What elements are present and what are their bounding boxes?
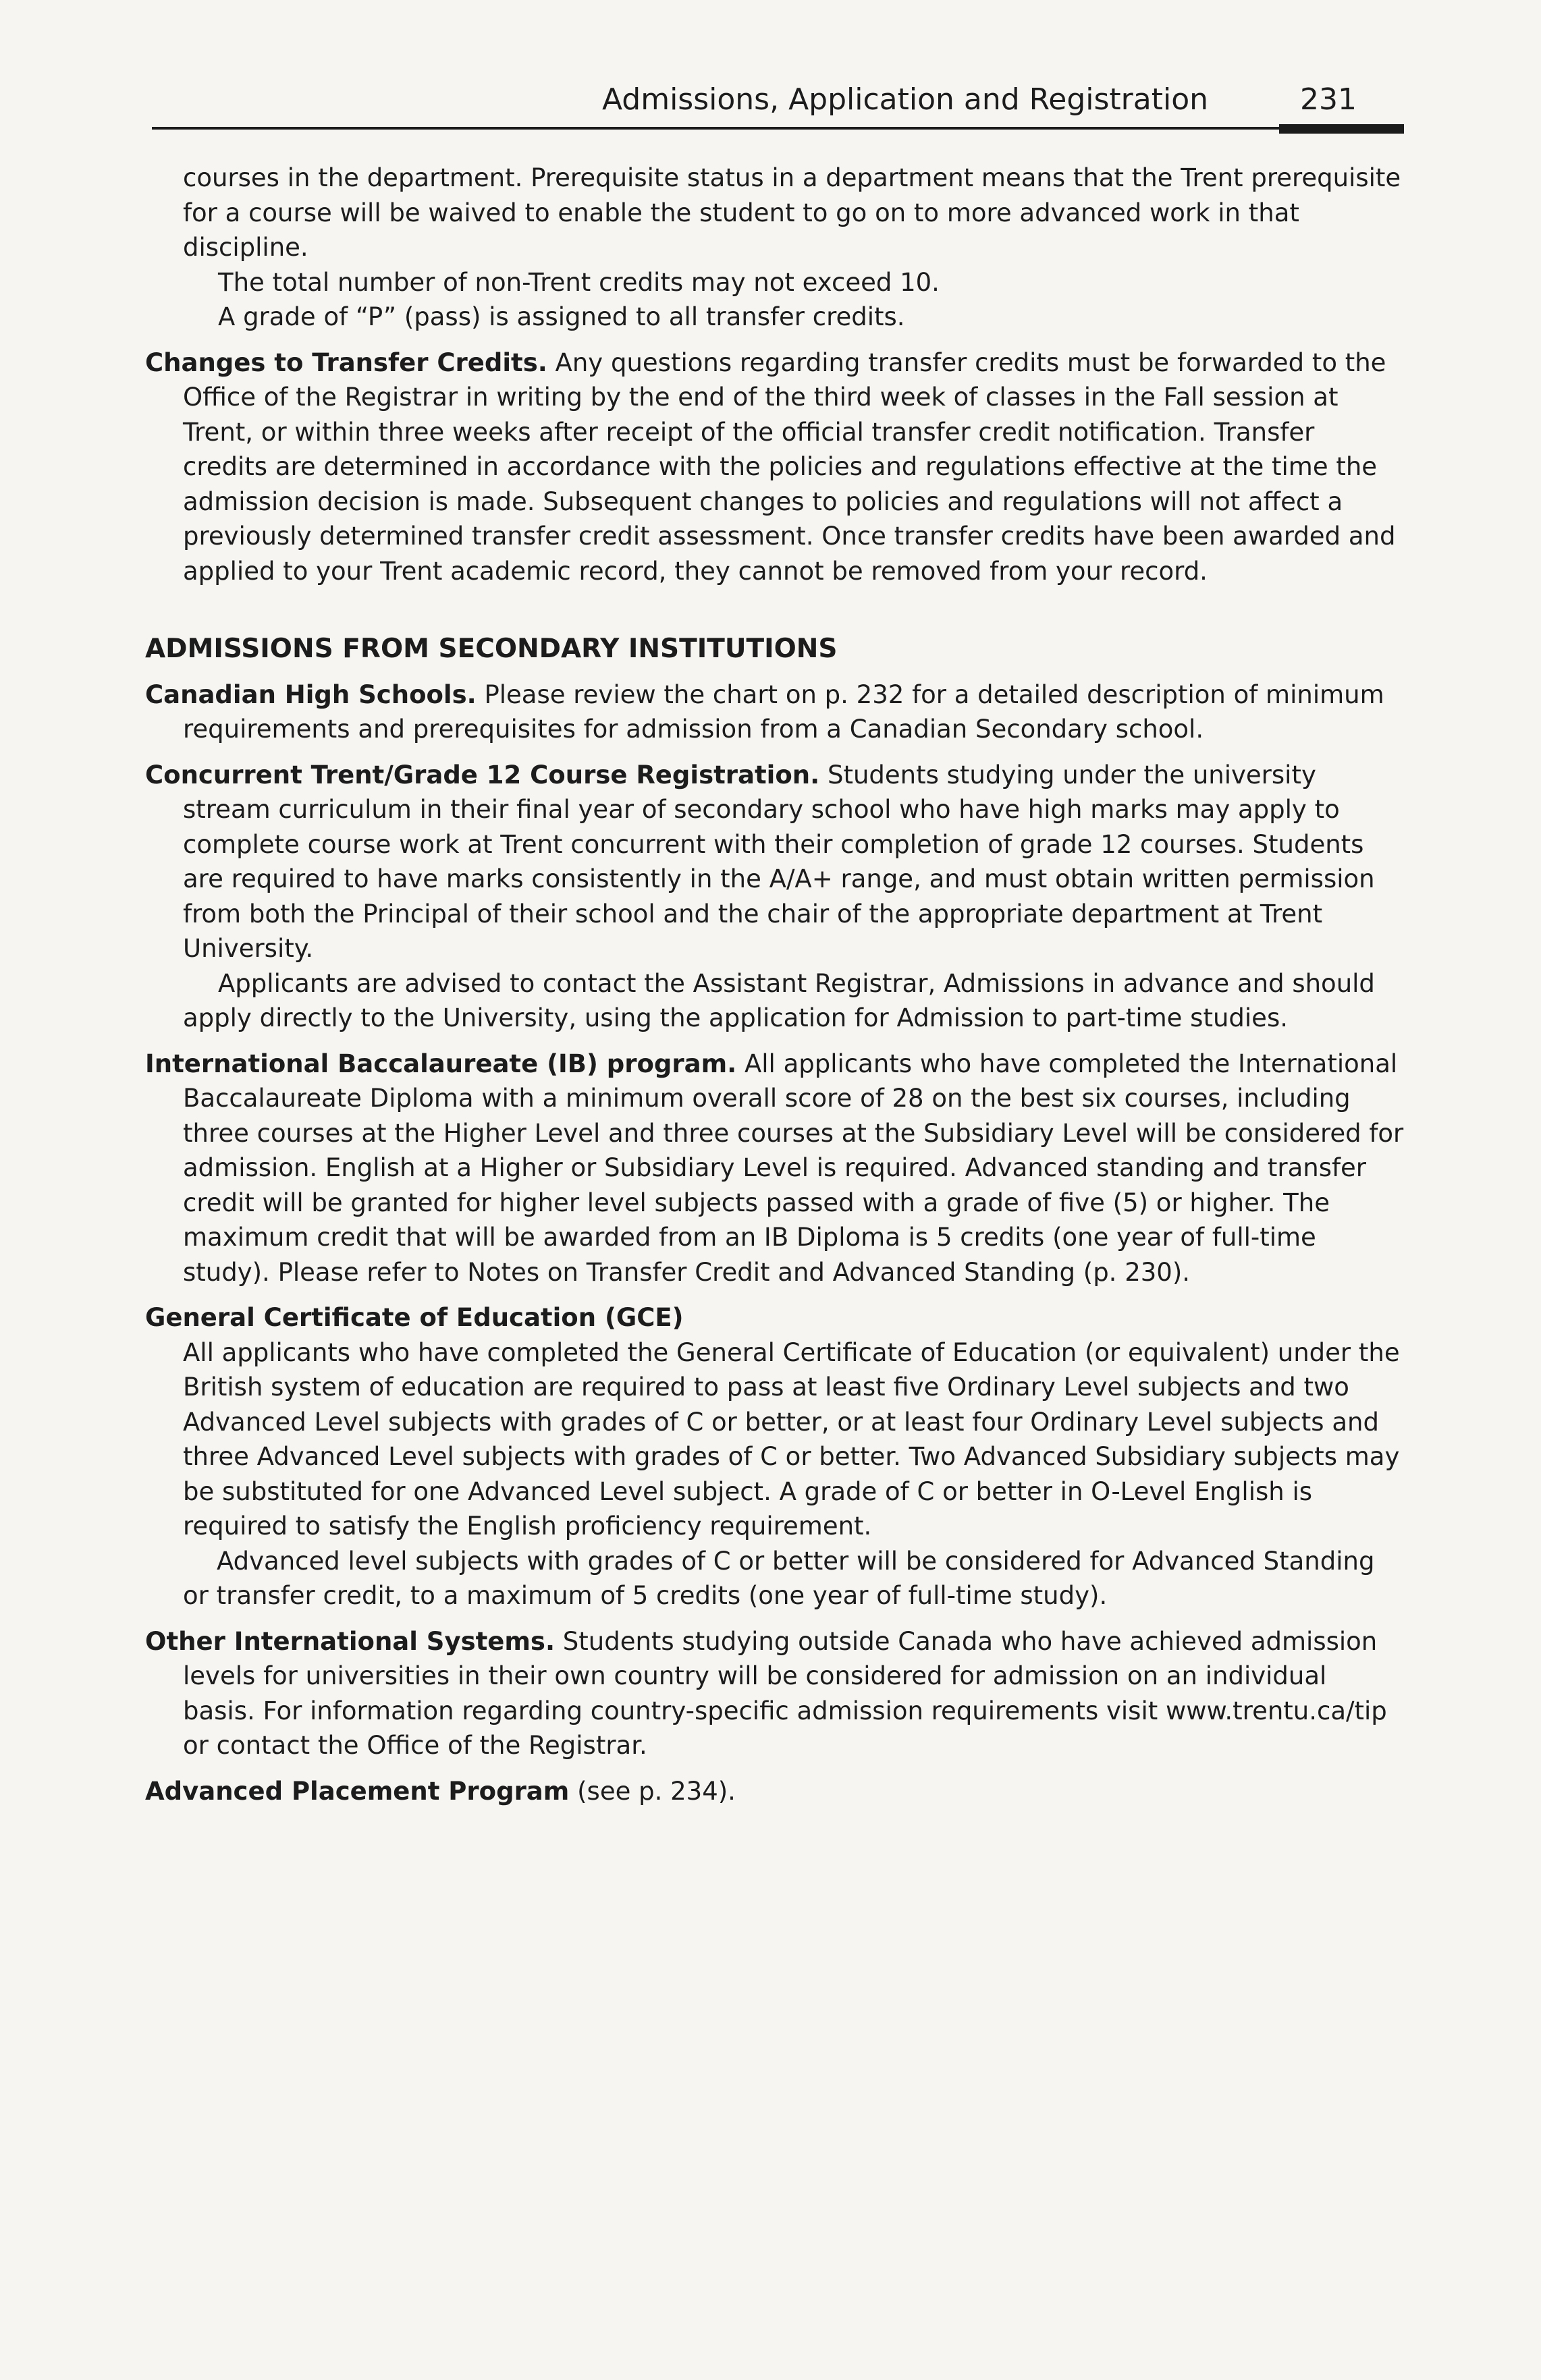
page-number: 231 <box>1300 82 1357 117</box>
pass-grade-paragraph: A grade of “P” (pass) is assigned to all transfer credits. <box>218 302 905 331</box>
noncredit-limit-paragraph: The total number of non-Trent credits may not exceed 10. <box>218 267 940 297</box>
ap-title: Advanced Placement Program <box>145 1776 570 1806</box>
gce-paragraph: All applicants who have completed the General Certificate of Education (or equivalent) under the British system of education are required to pass at least five Ordinary Level subjects and two Advanced Level subjects with grades of C or better, or at least four Ordinary Level subjects and three Advanced Level subjects with grades of C or better. Two Advanced Subsidiary subjects may be substituted for one Advanced Level subject. A grade of C or better in O-Level English is required to satisfy the English proficiency requirement. <box>183 1337 1400 1541</box>
header-title: Admissions, Application and Registration <box>601 82 1208 117</box>
changes-text: Any questions regarding transfer credits must be forwarded to the Office of the Registrar in writing by the end of the third week of classes in the Fall session at Trent, or within three weeks after receipt of the official transfer credit notification. Transfer credits are determined in accordance with the policies and regulations effective at the time the admission decision is made. Subsequent changes to policies and regulations will not affect a previously determined transfer credit assessment. Once transfer credits have been awarded and applied to your Trent academic record, they cannot be removed from your record. <box>183 348 1396 586</box>
other-text: Students studying outside Canada who have achieved admission levels for universities in their own country will be considered for admission on an individual basis. For information regarding country-specific admission requirements visit www.trentu.ca/tip or contact the Office of the Registrar. <box>183 1626 1387 1760</box>
running-header <box>152 80 1404 127</box>
concurrent-text: Students studying under the university stream curriculum in their final year of secondary school who have high marks may apply to complete course work at Trent concurrent with their completion of grade 12 courses. Students are required to have marks consistently in the A/A+ range, and must obtain written permission from both the Principal of their school and the chair of the appropriate department at Trent University. <box>183 760 1375 963</box>
ib-text: All applicants who have completed the International Baccalaureate Diploma with a minimum overall score of 28 on the best six courses, including three courses at the Higher Level and three courses at the Subsidiary Level will be considered for admission. English at a Higher or Subsidiary Level is required. Advanced standing and transfer credit will be granted for higher level subjects passed with a grade of five (5) or higher. The maximum credit that will be awarded from an IB Diploma is 5 credits (one year of full-time study). Please refer to Notes on Transfer Credit and Advanced Standing (p. 230). <box>183 1049 1404 1287</box>
gce-title <box>145 1300 1404 1335</box>
gce-paragraph-2 <box>145 1544 1404 1613</box>
section-heading: ADMISSIONS FROM SECONDARY INSTITUTIONS <box>145 634 838 664</box>
concurrent-paragraph <box>145 758 1404 966</box>
header-rule <box>152 127 1404 130</box>
canadian-text: Please review the chart on p. 232 for a detailed description of minimum requirements and prerequisites for admission from a Canadian Secondary school. <box>183 680 1384 744</box>
ib-paragraph <box>145 1047 1404 1290</box>
body-text <box>145 161 1404 1808</box>
changes-paragraph <box>145 345 1404 589</box>
canadian-paragraph <box>145 677 1404 747</box>
continued-paragraph: courses in the department. Prerequisite status in a department means that the Trent prerequisite for a course will be waived to enable the student to go on to more advanced work in that discipline. <box>183 163 1401 262</box>
other-paragraph <box>145 1624 1404 1763</box>
header-rule-accent <box>1279 124 1404 134</box>
gce-paragraph-2-text: Advanced level subjects with grades of C or better will be considered for Advanced Standing or transfer credit, to a maximum of 5 credits (one year of full-time study). <box>183 1546 1375 1610</box>
gce-title-text: General Certificate of Education (GCE) <box>145 1303 684 1332</box>
changes-title: Changes to Transfer Credits. <box>145 348 547 377</box>
canadian-title: Canadian High Schools. <box>145 680 477 709</box>
other-title: Other International Systems. <box>145 1626 556 1656</box>
ap-paragraph <box>145 1774 1404 1809</box>
ap-text: (see p. 234). <box>577 1776 736 1806</box>
concurrent-title: Concurrent Trent/Grade 12 Course Registration. <box>145 760 820 790</box>
concurrent-paragraph-2: Applicants are advised to contact the Assistant Registrar, Admissions in advance and should apply directly to the University, using the application for Admission to part-time studies. <box>183 968 1375 1032</box>
ib-title: International Baccalaureate (IB) program. <box>145 1049 737 1078</box>
